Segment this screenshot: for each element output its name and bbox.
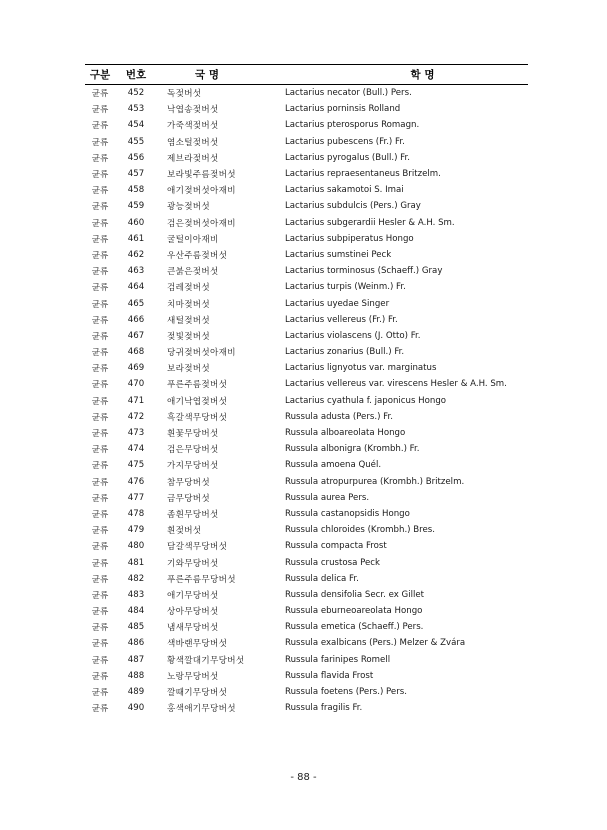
table-row (85, 490, 528, 506)
row-korean-name: 푸른주름무당버섯 (167, 574, 236, 585)
row-category: 균류 (91, 89, 109, 100)
row-korean-name: 흰꽃무당버섯 (167, 429, 219, 440)
row-korean-name: 가죽색젖버섯 (167, 121, 219, 132)
row-number: 479 (127, 525, 145, 536)
row-number: 458 (127, 185, 145, 196)
row-korean-name: 냄새무당버섯 (167, 623, 219, 634)
row-scientific-name: Russula chloroides (Krombh.) Bres. (285, 525, 435, 536)
table-row (85, 279, 528, 295)
row-korean-name: 푸른주름젖버섯 (167, 380, 228, 391)
row-category: 균류 (91, 202, 109, 213)
row-scientific-name: Russula amoena Quél. (285, 460, 382, 471)
row-category: 균류 (91, 348, 109, 359)
table-row (85, 312, 528, 328)
row-category: 균류 (91, 526, 109, 537)
row-number: 462 (127, 249, 145, 260)
row-scientific-name: Lactarius repraesentaneus Britzelm. (285, 169, 441, 180)
row-scientific-name: Lactarius torminosus (Schaeff.) Gray (285, 266, 443, 277)
row-scientific-name: Lactarius necator (Bull.) Pers. (285, 88, 412, 99)
row-number: 457 (127, 169, 145, 180)
table-row (85, 360, 528, 376)
table-row (85, 247, 528, 263)
row-number: 465 (127, 298, 145, 309)
row-korean-name: 금무당버섯 (167, 493, 211, 504)
table-row (85, 344, 528, 360)
row-category: 균류 (91, 137, 109, 148)
row-scientific-name: Russula adusta (Pers.) Fr. (285, 411, 393, 422)
row-number: 485 (127, 622, 145, 633)
table-row (85, 263, 528, 279)
row-category: 균류 (91, 574, 109, 585)
table-row (85, 328, 528, 344)
row-category: 균류 (91, 590, 109, 601)
row-number: 453 (127, 104, 145, 115)
row-korean-name: 큰붉은젖버섯 (167, 267, 219, 278)
page-number: - 88 - (290, 772, 317, 783)
row-scientific-name: Lactarius pubescens (Fr.) Fr. (285, 136, 405, 147)
row-number: 483 (127, 589, 145, 600)
row-number: 481 (127, 557, 145, 568)
row-korean-name: 가지무당버섯 (167, 461, 219, 472)
row-korean-name: 상아무당버섯 (167, 607, 219, 618)
row-number: 488 (127, 670, 145, 681)
row-scientific-name: Russula emetica (Schaeff.) Pers. (285, 622, 424, 633)
header-scientific-name: 학 명 (410, 69, 435, 81)
table-row (85, 376, 528, 392)
row-scientific-name: Lactarius subgerardii Hesler & A.H. Sm. (285, 217, 455, 228)
row-korean-name: 젖빛젖버섯 (167, 331, 211, 342)
row-korean-name: 보라빛주름젖버섯 (167, 170, 236, 181)
row-korean-name: 기와무당버섯 (167, 558, 219, 569)
row-number: 487 (127, 654, 145, 665)
row-number: 486 (127, 638, 145, 649)
table-row (85, 474, 528, 490)
row-scientific-name: Lactarius zonarius (Bull.) Fr. (285, 347, 405, 358)
row-number: 475 (127, 460, 145, 471)
row-korean-name: 검은무당버섯 (167, 445, 219, 456)
table-row (85, 506, 528, 522)
table-row (85, 587, 528, 603)
row-category: 균류 (91, 234, 109, 245)
row-scientific-name: Russula castanopsidis Hongo (285, 508, 410, 519)
row-number: 478 (127, 508, 145, 519)
table-row (85, 101, 528, 117)
row-number: 473 (127, 428, 145, 439)
row-category: 균류 (91, 429, 109, 440)
table-row (85, 441, 528, 457)
row-scientific-name: Russula densifolia Secr. ex Gillet (285, 589, 425, 600)
row-number: 482 (127, 573, 145, 584)
row-scientific-name: Lactarius lignyotus var. marginatus (285, 363, 437, 374)
row-number: 476 (127, 476, 145, 487)
table-body (85, 85, 528, 716)
table-row (85, 571, 528, 587)
row-category: 균류 (91, 186, 109, 197)
row-category: 균류 (91, 607, 109, 618)
row-korean-name: 애기무당버섯 (167, 590, 219, 601)
row-category: 균류 (91, 445, 109, 456)
row-scientific-name: Lactarius subdulcis (Pers.) Gray (285, 201, 421, 212)
row-korean-name: 광능젖버섯 (167, 202, 211, 213)
table-row (85, 117, 528, 133)
row-scientific-name: Russula alboareolata Hongo (285, 428, 406, 439)
table-row (85, 700, 528, 716)
species-table (85, 64, 528, 716)
row-category: 균류 (91, 331, 109, 342)
row-korean-name: 애기낙엽젖버섯 (167, 396, 228, 407)
row-category: 균류 (91, 250, 109, 261)
row-category: 균류 (91, 315, 109, 326)
row-number: 489 (127, 687, 145, 698)
row-category: 균류 (91, 170, 109, 181)
table-row (85, 409, 528, 425)
row-scientific-name: Lactarius violascens (J. Otto) Fr. (285, 330, 421, 341)
row-category: 균류 (91, 688, 109, 699)
row-number: 461 (127, 233, 145, 244)
row-number: 463 (127, 266, 145, 277)
row-korean-name: 담갈색무당버섯 (167, 542, 228, 553)
row-korean-name: 노랑무당버섯 (167, 671, 219, 682)
row-korean-name: 검은젖버섯아재비 (167, 218, 236, 229)
row-korean-name: 깔때기무당버섯 (167, 688, 228, 699)
row-category: 균류 (91, 218, 109, 229)
row-category: 균류 (91, 671, 109, 682)
row-scientific-name: Lactarius turpis (Weinm.) Fr. (285, 282, 406, 293)
row-category: 균류 (91, 509, 109, 520)
row-category: 균류 (91, 105, 109, 116)
table-row (85, 619, 528, 635)
header-number: 번호 (125, 69, 147, 81)
table-row (85, 668, 528, 684)
row-number: 490 (127, 703, 145, 714)
table-row (85, 652, 528, 668)
row-scientific-name: Russula aurea Pers. (285, 492, 370, 503)
row-category: 균류 (91, 493, 109, 504)
row-korean-name: 치마젖버섯 (167, 299, 211, 310)
row-korean-name: 색바랜무당버섯 (167, 639, 228, 650)
row-category: 균류 (91, 477, 109, 488)
row-scientific-name: Russula compacta Frost (285, 541, 387, 552)
row-category: 균류 (91, 412, 109, 423)
row-number: 480 (127, 541, 145, 552)
row-number: 467 (127, 330, 145, 341)
row-korean-name: 염소털젖버섯 (167, 137, 219, 148)
row-number: 472 (127, 411, 145, 422)
row-category: 균류 (91, 558, 109, 569)
row-korean-name: 우산주름젖버섯 (167, 250, 228, 261)
row-number: 454 (127, 120, 145, 131)
table-row (85, 538, 528, 554)
row-scientific-name: Lactarius sakamotoi S. Imai (285, 185, 404, 196)
row-number: 484 (127, 606, 145, 617)
table-header (85, 64, 528, 85)
row-category: 균류 (91, 639, 109, 650)
row-korean-name: 독젖버섯 (167, 89, 202, 100)
row-number: 477 (127, 492, 145, 503)
row-scientific-name: Russula farinipes Romell (285, 654, 391, 665)
table-row (85, 457, 528, 473)
row-category: 균류 (91, 121, 109, 132)
row-number: 471 (127, 395, 145, 406)
row-korean-name: 보라젖버섯 (167, 364, 211, 375)
row-category: 균류 (91, 380, 109, 391)
row-category: 균류 (91, 153, 109, 164)
header-korean-name: 국 명 (195, 69, 219, 81)
row-scientific-name: Russula exalbicans (Pers.) Melzer & Zvára (285, 638, 466, 649)
row-scientific-name: Lactarius cyathula f. japonicus Hongo (285, 395, 447, 406)
row-scientific-name: Lactarius porninsis Rolland (285, 104, 401, 115)
row-scientific-name: Russula fragilis Fr. (285, 703, 363, 714)
row-korean-name: 흑갈색무당버섯 (167, 412, 228, 423)
row-category: 균류 (91, 704, 109, 715)
table-row (85, 231, 528, 247)
table-row (85, 684, 528, 700)
table-row (85, 522, 528, 538)
row-number: 456 (127, 152, 145, 163)
row-scientific-name: Russula crustosa Peck (285, 557, 380, 568)
row-number: 452 (127, 88, 145, 99)
table-row (85, 554, 528, 570)
row-scientific-name: Russula albonigra (Krombh.) Fr. (285, 444, 420, 455)
table-row (85, 182, 528, 198)
row-korean-name: 굴털이아재비 (167, 234, 219, 245)
row-category: 균류 (91, 655, 109, 666)
row-category: 균류 (91, 542, 109, 553)
table-row (85, 198, 528, 214)
row-scientific-name: Russula foetens (Pers.) Pers. (285, 687, 407, 698)
row-category: 균류 (91, 396, 109, 407)
table-row (85, 635, 528, 651)
row-number: 466 (127, 314, 145, 325)
table-row (85, 393, 528, 409)
row-number: 468 (127, 347, 145, 358)
row-korean-name: 애기젖버섯아재비 (167, 186, 236, 197)
row-category: 균류 (91, 283, 109, 294)
table-row (85, 603, 528, 619)
row-number: 469 (127, 363, 145, 374)
row-korean-name: 당귀젖버섯아재비 (167, 348, 236, 359)
row-scientific-name: Lactarius pterosporus Romagn. (285, 120, 420, 131)
row-korean-name: 참무당버섯 (167, 477, 211, 488)
row-scientific-name: Lactarius vellereus (Fr.) Fr. (285, 314, 398, 325)
row-scientific-name: Lactarius pyrogalus (Bull.) Fr. (285, 152, 410, 163)
row-number: 474 (127, 444, 145, 455)
row-scientific-name: Russula eburneoareolata Hongo (285, 606, 423, 617)
row-scientific-name: Russula atropurpurea (Krombh.) Britzelm. (285, 476, 465, 487)
table-row (85, 425, 528, 441)
row-scientific-name: Lactarius uyedae Singer (285, 298, 390, 309)
row-korean-name: 새털젖버섯 (167, 315, 211, 326)
row-korean-name: 홍색애기무당버섯 (167, 704, 236, 715)
row-number: 470 (127, 379, 145, 390)
row-scientific-name: Lactarius sumstinei Peck (285, 249, 392, 260)
table-row (85, 150, 528, 166)
row-korean-name: 검레젖버섯 (167, 283, 211, 294)
table-row (85, 215, 528, 231)
row-korean-name: 좀흰무당버섯 (167, 509, 219, 520)
row-category: 균류 (91, 623, 109, 634)
header-category: 구분 (89, 69, 111, 81)
row-number: 459 (127, 201, 145, 212)
row-korean-name: 황색깔대기무당버섯 (167, 655, 245, 666)
row-number: 464 (127, 282, 145, 293)
row-category: 균류 (91, 267, 109, 278)
table-row (85, 134, 528, 150)
row-scientific-name: Lactarius subpiperatus Hongo (285, 233, 414, 244)
row-number: 455 (127, 136, 145, 147)
table-row (85, 85, 528, 101)
table-row (85, 166, 528, 182)
row-category: 균류 (91, 299, 109, 310)
row-korean-name: 제브라젖버섯 (167, 153, 219, 164)
row-korean-name: 낙엽송젖버섯 (167, 105, 219, 116)
row-category: 균류 (91, 364, 109, 375)
row-scientific-name: Lactarius vellereus var. virescens Hesler & A.H. Sm. (285, 379, 507, 390)
row-korean-name: 흰젖버섯 (167, 526, 202, 537)
table-row (85, 295, 528, 311)
row-category: 균류 (91, 461, 109, 472)
row-number: 460 (127, 217, 145, 228)
row-scientific-name: Russula flavida Frost (285, 670, 374, 681)
row-scientific-name: Russula delica Fr. (285, 573, 359, 584)
